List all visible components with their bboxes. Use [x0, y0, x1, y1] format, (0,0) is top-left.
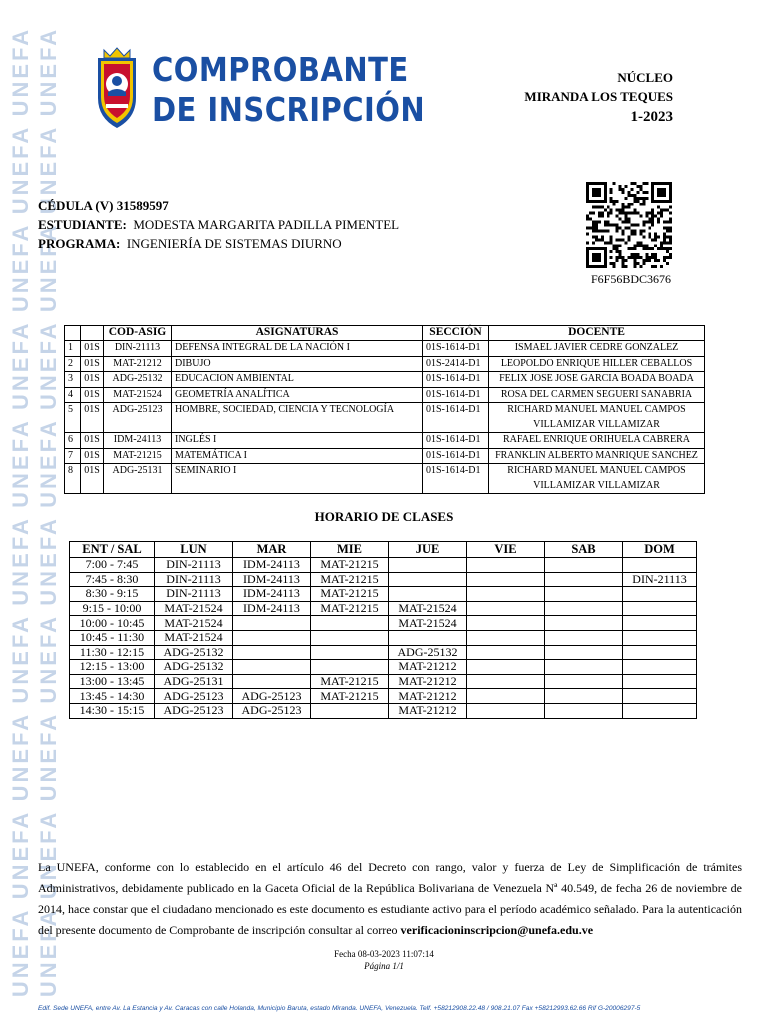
schedule-row: [70, 630, 697, 645]
time-slot-cell: 11:30 - 12:15: [70, 645, 155, 660]
schedule-cell: [311, 630, 389, 645]
schedule-cell: [623, 630, 697, 645]
schedule-cell: IDM-24113: [233, 558, 311, 573]
schedule-cell: [545, 674, 623, 689]
subject-name-cell: INGLÉS I: [172, 433, 423, 449]
schedule-cell: [623, 601, 697, 616]
schedule-cell: [467, 572, 545, 587]
schedule-cell: MAT-21524: [155, 601, 233, 616]
subject-row: [65, 356, 705, 372]
schedule-cell: [623, 587, 697, 602]
schedule-cell: [545, 689, 623, 704]
schedule-cell: [467, 645, 545, 660]
col-header-semester: [81, 326, 104, 341]
col-header-teacher: DOCENTE: [489, 326, 705, 341]
schedule-row: [70, 587, 697, 602]
schedule-cell: [545, 572, 623, 587]
row-number: 4: [65, 387, 81, 403]
schedule-col-header: SAB: [545, 542, 623, 558]
schedule-cell: [389, 587, 467, 602]
schedule-cell: MAT-21212: [389, 689, 467, 704]
schedule-row: [70, 703, 697, 718]
subject-name-cell: DEFENSA INTEGRAL DE LA NACIÓN I: [172, 341, 423, 357]
schedule-cell: [233, 616, 311, 631]
schedule-cell: ADG-25123: [233, 703, 311, 718]
schedule-cell: [389, 558, 467, 573]
schedule-col-header: MAR: [233, 542, 311, 558]
time-slot-cell: 10:00 - 10:45: [70, 616, 155, 631]
qr-code-text: F6F56BDC3676: [590, 272, 672, 286]
schedule-row: [70, 572, 697, 587]
footer: [0, 948, 768, 972]
schedule-cell: [311, 703, 389, 718]
time-slot-cell: 7:00 - 7:45: [70, 558, 155, 573]
auth-email: verificacioninscripcion@unefa.edu.ve: [400, 923, 594, 937]
student-label: ESTUDIANTE:: [38, 217, 127, 232]
schedule-cell: [623, 558, 697, 573]
schedule-cell: IDM-24113: [233, 572, 311, 587]
schedule-cell: MAT-21215: [311, 689, 389, 704]
schedule-col-header: JUE: [389, 542, 467, 558]
row-number: 3: [65, 372, 81, 388]
subject-row: [65, 387, 705, 403]
institution-address: Edif. Sede UNEFA, entre Av. La Estancia y Av. Caracas con calle Holanda, Municipio Baruta, estado Miranda. UNEFA, Venezuela. Telf. +58212908.22.48 / 908.21.07 Fax +58212993.62.66 Rif G-20006297-5: [38, 1005, 641, 1012]
teacher-cell: RAFAEL ENRIQUE ORIHUELA CABRERA: [489, 433, 705, 449]
schedule-cell: [545, 587, 623, 602]
subject-row: [65, 464, 705, 494]
schedule-cell: ADG-25132: [155, 660, 233, 675]
schedule-cell: [623, 689, 697, 704]
auth-text: Para la autenticación del presente documento de Comprobante de inscripción consultar al correo: [38, 902, 743, 937]
section-cell: 01S-1614-D1: [423, 403, 489, 433]
student-name: MODESTA MARGARITA PADILLA PIMENTEL: [133, 217, 400, 232]
schedule-row: [70, 660, 697, 675]
teacher-cell: ISMAEL JAVIER CEDRE GONZALEZ: [489, 341, 705, 357]
schedule-cell: MAT-21215: [311, 558, 389, 573]
schedule-cell: [389, 572, 467, 587]
program-name: INGENIERÍA DE SISTEMAS DIURNO: [126, 236, 342, 251]
schedule-cell: MAT-21524: [389, 616, 467, 631]
period: 1-2023: [630, 109, 673, 125]
semester-cell: 01S: [81, 341, 104, 357]
time-slot-cell: 13:45 - 14:30: [70, 689, 155, 704]
schedule-cell: [545, 616, 623, 631]
time-slot-cell: 12:15 - 13:00: [70, 660, 155, 675]
program-label: PROGRAMA:: [38, 236, 121, 251]
schedule-cell: [545, 601, 623, 616]
schedule-cell: [233, 674, 311, 689]
schedule-col-header: LUN: [155, 542, 233, 558]
subject-name-cell: EDUCACION AMBIENTAL: [172, 372, 423, 388]
schedule-row: [70, 689, 697, 704]
schedule-cell: ADG-25123: [155, 689, 233, 704]
subject-code-cell: ADG-25132: [104, 372, 172, 388]
section-cell: 01S-1614-D1: [423, 372, 489, 388]
schedule-cell: MAT-21212: [389, 703, 467, 718]
section-cell: 01S-1614-D1: [423, 448, 489, 464]
schedule-cell: [233, 630, 311, 645]
row-number: 2: [65, 356, 81, 372]
nucleo-label: NÚCLEO: [617, 70, 673, 85]
header-right: [524, 68, 673, 128]
cedula: CÉDULA (V) 31589597: [38, 198, 169, 213]
subject-row: [65, 372, 705, 388]
section-cell: 01S-1614-D1: [423, 464, 489, 494]
schedule-cell: [545, 558, 623, 573]
schedule-cell: MAT-21524: [389, 601, 467, 616]
schedule-cell: ADG-25131: [155, 674, 233, 689]
col-header-subject: ASIGNATURAS: [172, 326, 423, 341]
section-cell: 01S-1614-D1: [423, 341, 489, 357]
col-header-code: COD-ASIG: [104, 326, 172, 341]
schedule-cell: [623, 645, 697, 660]
subject-name-cell: HOMBRE, SOCIEDAD, CIENCIA Y TECNOLOGÍA: [172, 403, 423, 433]
subjects-header-row: [65, 326, 705, 341]
col-header-section: SECCIÓN: [423, 326, 489, 341]
schedule-row: [70, 558, 697, 573]
time-slot-cell: 10:45 - 11:30: [70, 630, 155, 645]
title-line-1: COMPROBANTE: [152, 50, 409, 89]
teacher-cell: ROSA DEL CARMEN SEGUERI SANABRIA: [489, 387, 705, 403]
schedule-cell: [623, 674, 697, 689]
subject-code-cell: ADG-25123: [104, 403, 172, 433]
section-cell: 01S-2414-D1: [423, 356, 489, 372]
document-title: [152, 50, 425, 130]
semester-cell: 01S: [81, 403, 104, 433]
schedule-cell: DIN-21113: [623, 572, 697, 587]
schedule-cell: DIN-21113: [155, 572, 233, 587]
schedule-table: [69, 541, 697, 719]
semester-cell: 01S: [81, 387, 104, 403]
schedule-row: [70, 601, 697, 616]
title-line-2: DE INSCRIPCIÓN: [152, 90, 426, 129]
schedule-cell: [545, 660, 623, 675]
subject-name-cell: DIBUJO: [172, 356, 423, 372]
time-slot-cell: 13:00 - 13:45: [70, 674, 155, 689]
subject-code-cell: MAT-21212: [104, 356, 172, 372]
schedule-cell: [311, 645, 389, 660]
subject-code-cell: IDM-24113: [104, 433, 172, 449]
watermark-text: UNEFA UNEFA UNEFA UNEFA UNEFA UNEFA UNEFA UNEFA UNEFA UNEFA: [8, 26, 33, 998]
schedule-cell: [467, 601, 545, 616]
subject-code-cell: DIN-21113: [104, 341, 172, 357]
schedule-cell: IDM-24113: [233, 601, 311, 616]
schedule-cell: DIN-21113: [155, 587, 233, 602]
schedule-cell: MAT-21524: [155, 616, 233, 631]
subject-row: [65, 341, 705, 357]
subject-name-cell: GEOMETRÍA ANALÍTICA: [172, 387, 423, 403]
schedule-cell: [545, 645, 623, 660]
schedule-title: HORARIO DE CLASES: [314, 509, 454, 524]
legal-notice: [38, 857, 742, 941]
subject-code-cell: MAT-21524: [104, 387, 172, 403]
time-slot-cell: 8:30 - 9:15: [70, 587, 155, 602]
col-header-number: [65, 326, 81, 341]
subject-code-cell: ADG-25131: [104, 464, 172, 494]
schedule-cell: DIN-21113: [155, 558, 233, 573]
schedule-cell: [623, 703, 697, 718]
section-cell: 01S-1614-D1: [423, 387, 489, 403]
semester-cell: 01S: [81, 356, 104, 372]
time-slot-cell: 9:15 - 10:00: [70, 601, 155, 616]
schedule-cell: IDM-24113: [233, 587, 311, 602]
subject-row: [65, 403, 705, 433]
schedule-cell: MAT-21212: [389, 660, 467, 675]
semester-cell: 01S: [81, 464, 104, 494]
teacher-cell: FELIX JOSE JOSE GARCIA BOADA BOADA: [489, 372, 705, 388]
schedule-cell: MAT-21215: [311, 587, 389, 602]
schedule-cell: [467, 616, 545, 631]
schedule-cell: [467, 558, 545, 573]
subject-row: [65, 433, 705, 449]
schedule-cell: [467, 630, 545, 645]
row-number: 7: [65, 448, 81, 464]
section-cell: 01S-1614-D1: [423, 433, 489, 449]
qr-code-image: [586, 182, 672, 268]
schedule-cell: ADG-25123: [155, 703, 233, 718]
unefa-seal-logo: [92, 44, 142, 130]
subject-name-cell: MATEMÁTICA I: [172, 448, 423, 464]
legal-text: La UNEFA, conforme con lo establecido en el artículo 46 del Decreto con rango, valor y fuerza de Ley de Simplificación de trámites Administrativos, debidamente publicado en la Gaceta Oficial de la República Bolivariana de Venezuela Nª 40.549, de fecha 26 de noviembre de 2014, hace constar que el ciudadano mencionado es este documento es estudiante activo para el período académico señalado.: [38, 860, 742, 916]
schedule-row: [70, 616, 697, 631]
student-info: [38, 196, 399, 253]
schedule-col-header: MIE: [311, 542, 389, 558]
semester-cell: 01S: [81, 448, 104, 464]
teacher-cell: RICHARD MANUEL MANUEL CAMPOS VILLAMIZAR VILLAMIZAR: [489, 403, 705, 433]
semester-cell: 01S: [81, 372, 104, 388]
schedule-cell: [623, 660, 697, 675]
row-number: 1: [65, 341, 81, 357]
teacher-cell: FRANKLIN ALBERTO MANRIQUE SANCHEZ: [489, 448, 705, 464]
page-number: Página 1/1: [364, 961, 404, 971]
schedule-row: [70, 674, 697, 689]
schedule-col-header: VIE: [467, 542, 545, 558]
subject-row: [65, 448, 705, 464]
schedule-cell: [467, 703, 545, 718]
row-number: 8: [65, 464, 81, 494]
teacher-cell: LEOPOLDO ENRIQUE HILLER CEBALLOS: [489, 356, 705, 372]
schedule-cell: ADG-25132: [155, 645, 233, 660]
subjects-table: [64, 325, 705, 494]
schedule-cell: [467, 587, 545, 602]
time-slot-cell: 7:45 - 8:30: [70, 572, 155, 587]
nucleo-name: MIRANDA LOS TEQUES: [524, 89, 673, 104]
time-slot-cell: 14:30 - 15:15: [70, 703, 155, 718]
schedule-cell: [311, 660, 389, 675]
schedule-row: [70, 645, 697, 660]
schedule-col-header: ENT / SAL: [70, 542, 155, 558]
schedule-cell: [389, 630, 467, 645]
schedule-cell: MAT-21212: [389, 674, 467, 689]
schedule-cell: [623, 616, 697, 631]
schedule-cell: MAT-21215: [311, 674, 389, 689]
schedule-cell: [467, 689, 545, 704]
subject-code-cell: MAT-21215: [104, 448, 172, 464]
row-number: 5: [65, 403, 81, 433]
schedule-cell: [311, 616, 389, 631]
row-number: 6: [65, 433, 81, 449]
semester-cell: 01S: [81, 433, 104, 449]
subject-name-cell: SEMINARIO I: [172, 464, 423, 494]
schedule-header-row: [70, 542, 697, 558]
issue-date: Fecha 08-03-2023 11:07:14: [334, 949, 434, 959]
schedule-cell: [467, 660, 545, 675]
schedule-cell: MAT-21215: [311, 572, 389, 587]
schedule-cell: [233, 660, 311, 675]
schedule-cell: [233, 645, 311, 660]
schedule-cell: [545, 630, 623, 645]
schedule-cell: ADG-25132: [389, 645, 467, 660]
schedule-col-header: DOM: [623, 542, 697, 558]
teacher-cell: RICHARD MANUEL MANUEL CAMPOS VILLAMIZAR VILLAMIZAR: [489, 464, 705, 494]
schedule-cell: MAT-21215: [311, 601, 389, 616]
schedule-cell: MAT-21524: [155, 630, 233, 645]
schedule-cell: [467, 674, 545, 689]
schedule-cell: [545, 703, 623, 718]
watermark-text: UNEFA UNEFA UNEFA UNEFA UNEFA UNEFA UNEFA UNEFA UNEFA UNEFA: [36, 26, 61, 998]
schedule-cell: ADG-25123: [233, 689, 311, 704]
